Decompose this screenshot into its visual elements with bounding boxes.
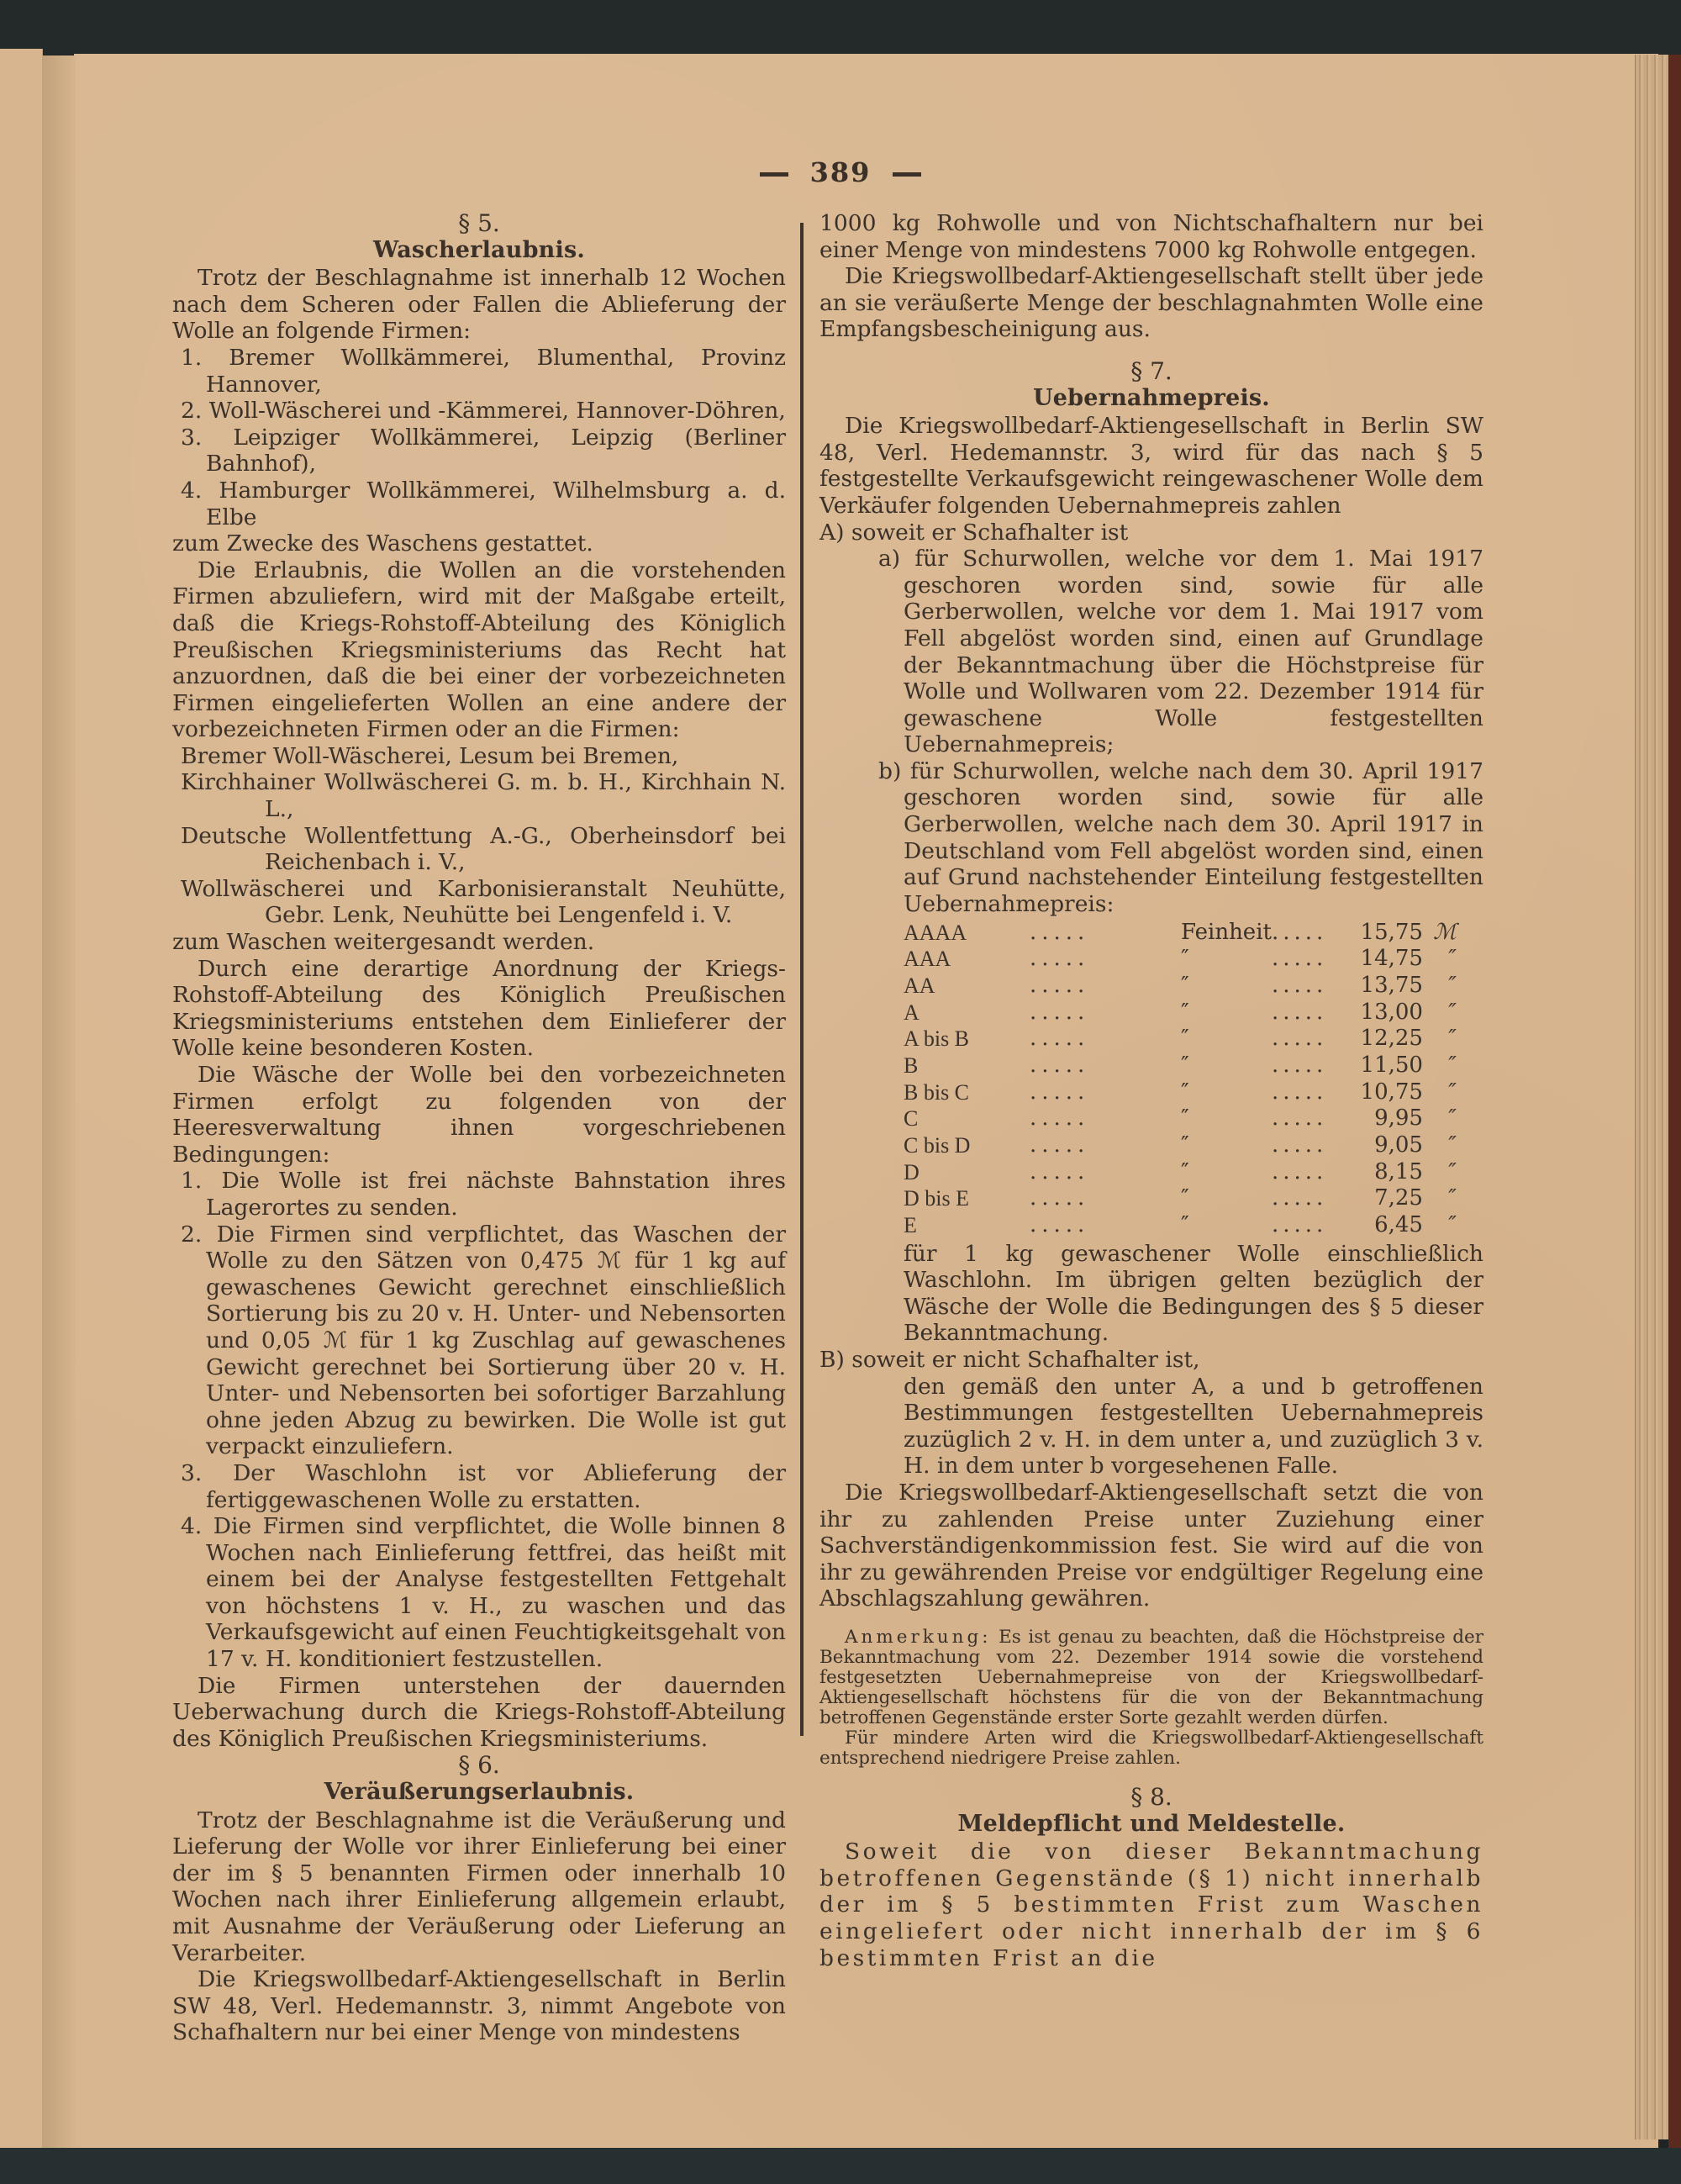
grade-cell: E	[904, 1213, 917, 1238]
left-column	[172, 210, 786, 2046]
condition-item: 3. Der Waschlohn ist vor Ablieferung der fertiggewaschenen Wolle zu erstatten.	[181, 1459, 786, 1513]
leader-dots: .....	[1271, 1026, 1328, 1052]
leader-dots: .....	[1030, 1185, 1090, 1211]
price-cell: 12,25	[1360, 1026, 1423, 1052]
price-row	[904, 946, 1457, 973]
section-5-costs: Durch eine derartige Anordnung der Kriegs-Rohstoff-Abteilung des Königlich Preußischen Kriegsministeriums entstehen dem Einlieferer der Wolle keine besonderen Kosten.	[172, 955, 786, 1062]
fineness-cell: ″	[1181, 1132, 1189, 1158]
section-8-para1: Soweit die von dieser Bekanntmachung betroffenen Gegenstände (§ 1) nicht innerhalb der im § 5 bestimmten Frist zum Waschen eingeliefert oder nicht innerhalb der im § 6 bestimmten Frist an die	[819, 1838, 1483, 1971]
currency-cell: ″	[1448, 1185, 1457, 1211]
fineness-cell: ″	[1181, 1026, 1189, 1052]
fineness-cell: Feinheit	[1181, 919, 1272, 945]
price-cell: 9,05	[1374, 1132, 1423, 1158]
firm-list-item: 2. Woll-Wäscherei und -Kämmerei, Hannover-Döhren,	[181, 398, 786, 425]
section-5-supervision: Die Firmen unterstehen der dauernden Ueberwachung durch die Kriegs-Rohstoff-Abteilung des Königlich Preußischen Kriegsministeriums.	[172, 1672, 786, 1752]
section-5-intro: Trotz der Beschlagnahme ist innerhalb 12 Wochen nach dem Scheren oder Fallen die Ablieferung der Wolle an folgende Firmen:	[172, 265, 786, 345]
grade-cell: D bis E	[904, 1186, 969, 1211]
section-6-number: § 6.	[458, 1751, 500, 1780]
section-6-title: Veräußerungserlaubnis.	[324, 1779, 635, 1806]
fineness-cell: ″	[1181, 1079, 1189, 1105]
price-row	[904, 1052, 1457, 1079]
section-6-para2-end: 1000 kg Rohwolle und von Nichtschafhaltern nur bei einer Menge von mindestens 7000 kg Rohwolle entgegen.	[819, 210, 1483, 263]
leader-dots: .....	[1271, 946, 1328, 972]
firm-list-item: 4. Hamburger Wollkämmerei, Wilhelmsburg a. d. Elbe	[181, 477, 786, 530]
section-7-after-table: für 1 kg gewaschener Wolle einschließlich Waschlohn. Im übrigen gelten bezüglich der Wäsche der Wolle die Bedingungen des § 5 dieser Bekanntmachung.	[904, 1240, 1483, 1347]
currency-cell: ″	[1448, 1026, 1457, 1052]
other-firm-item: Kirchhainer Wollwäscherei G. m. b. H., Kirchhain N. L.,	[181, 769, 786, 823]
fineness-cell: ″	[1181, 946, 1189, 972]
grade-cell: C bis D	[904, 1133, 971, 1158]
currency-cell: ℳ	[1433, 919, 1457, 945]
left-page-edge	[0, 49, 43, 2184]
scan-backdrop-top	[0, 0, 1681, 55]
leader-dots: .....	[1030, 1132, 1090, 1158]
leader-dots: .....	[1030, 1105, 1090, 1132]
price-table	[904, 919, 1457, 1238]
price-row	[904, 1105, 1457, 1132]
currency-cell: ″	[1448, 1052, 1457, 1078]
currency-cell: ″	[1448, 1212, 1457, 1238]
currency-cell: ″	[1448, 1105, 1457, 1132]
price-cell: 14,75	[1360, 946, 1423, 972]
price-row	[904, 973, 1457, 1000]
leader-dots: .....	[1030, 1052, 1090, 1078]
section-8-number: § 8.	[1130, 1783, 1172, 1811]
section-5-permission: Die Erlaubnis, die Wollen an die vorstehenden Firmen abzuliefern, wird mit der Maßgabe erteilt, daß die Kriegs-Rohstoff-Abteilung des Königlich Preußischen Kriegsministeriums das Recht hat anzuordnen, daß die bei einer der vorbezeichneten Firmen eingelieferten Wollen an eine andere der vorbezeichneten Firmen oder an die Firmen:	[172, 557, 786, 743]
price-table-body	[904, 919, 1457, 1238]
leader-dots: .....	[1271, 1105, 1328, 1132]
currency-cell: ″	[1448, 1132, 1457, 1158]
grade-cell: AAAA	[904, 920, 967, 945]
leader-dots: .....	[1030, 1079, 1090, 1105]
other-firm-item: Deutsche Wollentfettung A.-G., Oberheinsdorf bei Reichenbach i. V.,	[181, 822, 786, 876]
firm-list-item: 1. Bremer Wollkämmerei, Blumenthal, Provinz Hannover,	[181, 344, 786, 398]
section-5-permission-end: zum Waschen weitergesandt werden.	[172, 929, 595, 956]
right-column	[819, 210, 1483, 1971]
price-cell: 13,75	[1360, 972, 1423, 998]
price-row	[904, 1185, 1457, 1212]
spacer	[819, 343, 1483, 358]
price-row	[904, 1079, 1457, 1106]
price-cell: 9,95	[1374, 1105, 1423, 1132]
leader-dots: .....	[1030, 946, 1090, 972]
page-number	[0, 156, 1681, 188]
leader-dots: .....	[1271, 1052, 1328, 1078]
section-7-intro: Die Kriegswollbedarf-Aktiengesellschaft in Berlin SW 48, Verl. Hedemannstr. 3, wird für das nach § 5 festgestellte Verkaufsgewicht reingewaschener Wolle dem Verkäufer folgenden Uebernahmepreis zahlen	[819, 413, 1483, 519]
page-block-edge	[1635, 55, 1669, 2139]
other-firm-item: Bremer Woll-Wäscherei, Lesum bei Bremen,	[181, 742, 679, 769]
page-number-dash-left	[760, 172, 788, 177]
section-7-note-2: Für mindere Arten wird die Kriegswollbedarf-Aktiengesellschaft entsprechend niedrigere Preise zahlen.	[819, 1728, 1483, 1769]
price-row	[904, 919, 1457, 946]
price-cell: 11,50	[1360, 1052, 1423, 1078]
leader-dots: .....	[1271, 1158, 1328, 1184]
condition-item: 2. Die Firmen sind verpflichtet, das Waschen der Wolle zu den Sätzen von 0,475 ℳ für 1 kg auf gewaschenes Gewicht gerechnet einschließlich Sortierung bis zu 20 v. H. Unter- und Nebensorten und 0,05 ℳ für 1 kg Zuschlag auf gewaschenes Gewicht gerechnet bei Sortierung über 20 v. H. Unter- und Nebensorten bei sofortiger Barzahlung ohne jeden Abzug zu bewirken. Die Wolle ist gut verpackt einzuliefern.	[181, 1221, 786, 1460]
price-cell: 15,75	[1360, 919, 1423, 945]
section-7-title: Uebernahmepreis.	[1033, 384, 1270, 411]
condition-item: 1. Die Wolle ist frei nächste Bahnstation ihres Lagerortes zu senden.	[181, 1168, 786, 1221]
section-6-para2-start: Die Kriegswollbedarf-Aktiengesellschaft in Berlin SW 48, Verl. Hedemannstr. 3, nimmt Angebote von Schafhaltern nur bei einer Menge von mindestens	[172, 1966, 786, 2046]
scan-backdrop-bottom	[0, 2148, 1681, 2184]
page-number-dash-right	[893, 172, 921, 177]
note-label: Anmerkung:	[845, 1627, 992, 1648]
leader-dots: .....	[1030, 1158, 1090, 1184]
grade-cell: AAA	[904, 947, 951, 972]
leader-dots: .....	[1271, 972, 1328, 998]
leader-dots: .....	[1030, 919, 1090, 945]
price-row	[904, 1212, 1457, 1239]
currency-cell: ″	[1448, 946, 1457, 972]
section-7-number: § 7.	[1130, 356, 1172, 385]
condition-item: 4. Die Firmen sind verpflichtet, die Wolle binnen 8 Wochen nach Einlieferung fettfrei, das heißt mit einem bei der Analyse festgestellten Fettgehalt von höchstens 1 v. H., zu waschen und das Verkaufsgewicht auf einen Feuchtigkeitsgehalt von 17 v. H. konditioniert festzustellen.	[181, 1513, 786, 1673]
fineness-cell: ″	[1181, 1105, 1189, 1132]
section-6-para1: Trotz der Beschlagnahme ist die Veräußerung und Lieferung der Wolle vor ihrer Einlieferung bei einer der im § 5 benannten Firmen oder innerhalb 10 Wochen nach ihrer Einlieferung allgemein erlaubt, mit Ausnahme der Veräußerung oder Lieferung an Verarbeiter.	[172, 1807, 786, 1966]
leader-dots: .....	[1271, 999, 1328, 1025]
page-number-text: 389	[809, 156, 872, 188]
section-5-conditions-intro: Die Wäsche der Wolle bei den vorbezeichneten Firmen erfolgt zu folgenden von der Heeresverwaltung ihnen vorgeschriebenen Bedingungen:	[172, 1062, 786, 1168]
currency-cell: ″	[1448, 1158, 1457, 1184]
price-cell: 7,25	[1374, 1185, 1423, 1211]
section-7-commission: Die Kriegswollbedarf-Aktiengesellschaft setzt die von ihr zu zahlenden Preise unter Zuziehung einer Sachverständigenkommission fest. Sie wird auf die von ihr zu gewährenden Preise vor endgültiger Regelung eine Abschlagszahlung gewähren.	[819, 1480, 1483, 1612]
price-cell: 10,75	[1360, 1079, 1423, 1105]
fineness-cell: ″	[1181, 972, 1189, 998]
fineness-cell: ″	[1181, 1185, 1189, 1211]
section-5-title: Wascherlaubnis.	[373, 236, 585, 263]
currency-cell: ″	[1448, 1079, 1457, 1105]
leader-dots: .....	[1030, 999, 1090, 1025]
grade-cell: D	[904, 1159, 920, 1184]
fineness-cell: ″	[1181, 1052, 1189, 1078]
section-7-case-b: B) soweit er nicht Schafhalter ist,	[819, 1347, 1200, 1374]
price-row	[904, 1026, 1457, 1052]
other-firm-item: Wollwäscherei und Karbonisieranstalt Neuhütte, Gebr. Lenk, Neuhütte bei Lengenfeld i. V.	[181, 875, 786, 929]
leader-dots: .....	[1271, 919, 1328, 945]
leader-dots: .....	[1271, 1132, 1328, 1158]
price-cell: 6,45	[1374, 1212, 1423, 1238]
firm-list-item: 3. Leipziger Wollkämmerei, Leipzig (Berliner Bahnhof),	[181, 424, 786, 477]
price-row	[904, 1000, 1457, 1026]
grade-cell: A bis B	[904, 1026, 970, 1052]
section-5-number: § 5.	[458, 209, 500, 237]
section-8-title: Meldepflicht und Meldestelle.	[957, 1810, 1346, 1837]
grade-cell: A	[904, 1000, 920, 1025]
leader-dots: .....	[1271, 1185, 1328, 1211]
fineness-cell: ″	[1181, 1212, 1189, 1238]
book-cover-edge	[1668, 55, 1681, 2184]
leader-dots: .....	[1030, 1026, 1090, 1052]
note-text: Es ist genau zu beachten, daß die Höchstpreise der Bekanntmachung vom 22. Dezember 1914 sowie die vorstehend festgesetzten Uebernahmepreise von der Kriegswollbedarf-Aktiengesellschaft höchstens für die von der Bekanntmachung betroffenen Gegenstände erster Sorte gezahlt werden dürfen.	[819, 1627, 1483, 1728]
leader-dots: .....	[1030, 1212, 1090, 1238]
price-row	[904, 1159, 1457, 1186]
grade-cell: B	[904, 1052, 919, 1078]
binding-gutter-shadow	[42, 55, 76, 2184]
fineness-cell: ″	[1181, 1158, 1189, 1184]
section-5-intro-end: zum Zwecke des Waschens gestattet.	[172, 530, 593, 557]
leader-dots: .....	[1271, 1212, 1328, 1238]
price-cell: 8,15	[1374, 1158, 1423, 1184]
spacer	[819, 1769, 1483, 1784]
section-6-para3: Die Kriegswollbedarf-Aktiengesellschaft stellt über jede an sie veräußerte Menge der beschlagnahmten Wolle eine Empfangsbescheinigung aus.	[819, 263, 1483, 343]
currency-cell: ″	[1448, 999, 1457, 1025]
section-7-case-a: A) soweit er Schafhalter ist	[819, 519, 1129, 546]
grade-cell: B bis C	[904, 1079, 970, 1105]
section-7-case-b-text: den gemäß den unter A, a und b getroffenen Bestimmungen festgestellten Uebernahmepreis zuzüglich 2 v. H. in dem unter a, und zuzüglich 3 v. H. in dem unter b vorgesehenen Falle.	[904, 1373, 1483, 1480]
grade-cell: AA	[904, 973, 935, 998]
currency-cell: ″	[1448, 972, 1457, 998]
grade-cell: C	[904, 1106, 919, 1132]
price-row	[904, 1132, 1457, 1159]
section-7-case-a-a: a) für Schurwollen, welche vor dem 1. Mai 1917 geschoren worden sind, sowie für alle Gerberwollen, welche vor dem 1. Mai 1917 vom Fell abgelöst worden sind, einen auf Grundlage der Bekanntmachung über die Höchstpreise für Wolle und Wollwaren vom 22. Dezember 1914 für gewaschene Wolle festgestellten Uebernahmepreis;	[878, 546, 1483, 758]
leader-dots: .....	[1030, 972, 1090, 998]
column-divider-rule	[800, 223, 804, 1736]
leader-dots: .....	[1271, 1079, 1328, 1105]
fineness-cell: ″	[1181, 999, 1189, 1025]
price-cell: 13,00	[1360, 999, 1423, 1025]
section-7-case-a-b: b) für Schurwollen, welche nach dem 30. April 1917 geschoren worden sind, sowie für alle Gerberwollen, welche nach dem 30. April 1917 in Deutschland vom Fell abgelöst worden sind, einen auf Grund nachstehender Einteilung festgestellten Uebernahmepreis:	[878, 757, 1483, 917]
section-7-note	[819, 1627, 1483, 1728]
